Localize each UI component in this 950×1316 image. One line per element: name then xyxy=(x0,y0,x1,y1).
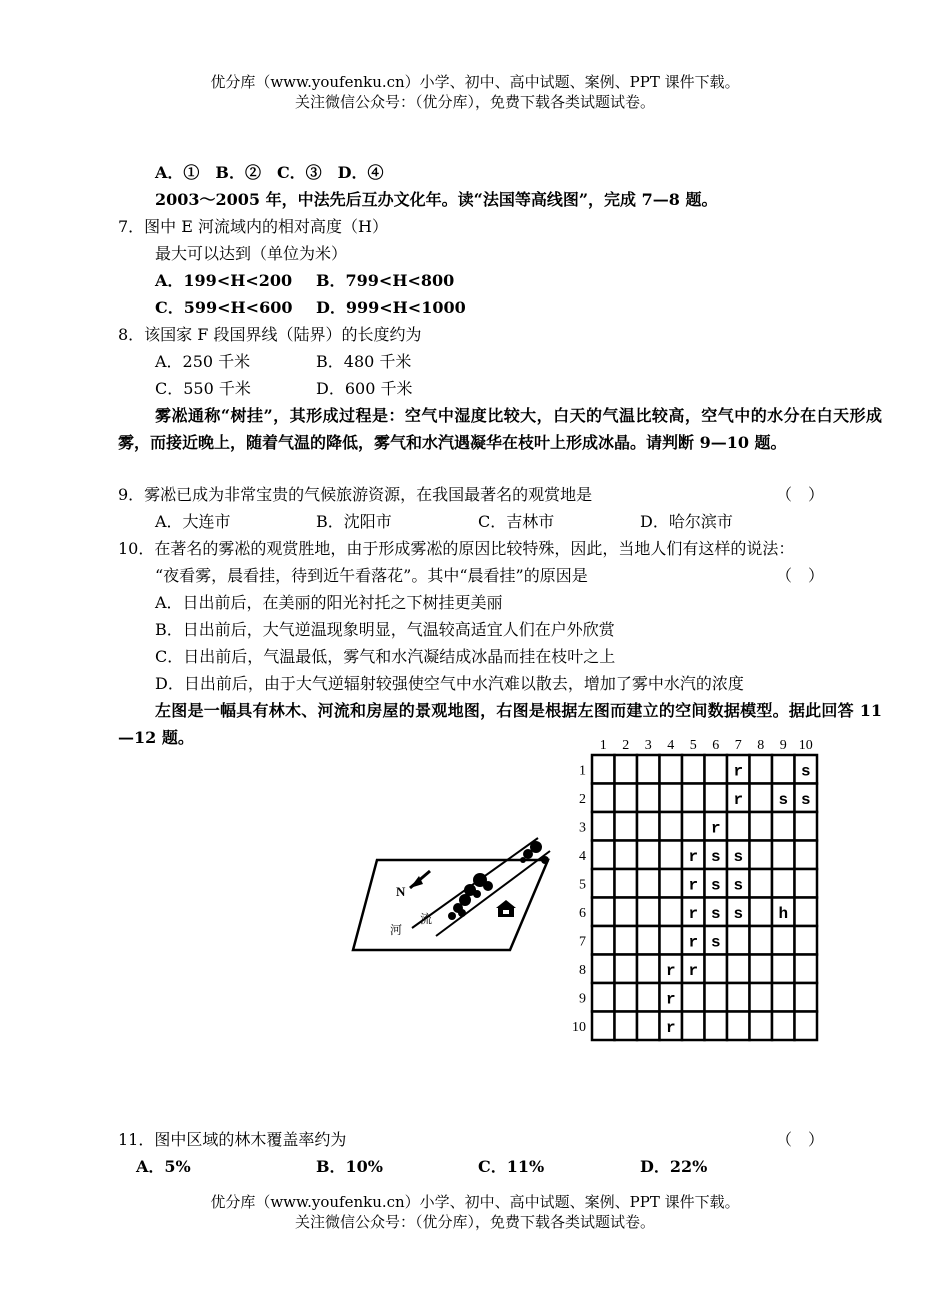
grid-cell xyxy=(637,841,660,870)
q11-option-d: D．22% xyxy=(640,1157,708,1176)
grid-row-label: 3 xyxy=(579,820,586,836)
grid-row-label: 9 xyxy=(579,991,586,1007)
grid-cell xyxy=(795,841,818,870)
page-header-line2: 关注微信公众号：（优分库），免费下载各类试题试卷。 xyxy=(294,93,655,111)
grid-cell xyxy=(750,841,773,870)
grid-cell xyxy=(615,955,638,984)
q11-option-c: C．11% xyxy=(478,1157,545,1176)
grid-row-label: 1 xyxy=(579,763,586,779)
grid-cell-value: s xyxy=(733,904,744,923)
grid-cell xyxy=(750,983,773,1012)
grid-cell xyxy=(660,784,683,813)
q10-option-c: C．日出前后，气温最低，雾气和水汽凝结成冰晶而挂在枝叶之上 xyxy=(155,647,616,666)
intro-7-8: 2003～2005 年，中法先后互办文化年。读“法国等高线图”，完成 7—8 题。 xyxy=(155,190,718,209)
grid-cell-value: r xyxy=(688,876,699,895)
q7-stem-2: 最大可以达到（单位为米） xyxy=(155,244,348,263)
grid-cell xyxy=(750,869,773,898)
grid-cell xyxy=(750,1012,773,1041)
grid-row-label: 4 xyxy=(579,848,586,864)
page-footer-line2: 关注微信公众号：（优分库），免费下载各类试题试卷。 xyxy=(294,1213,655,1231)
grid-cell-value: h xyxy=(778,904,789,923)
grid-cell xyxy=(660,898,683,927)
grid-cell xyxy=(592,955,615,984)
grid-cell xyxy=(592,983,615,1012)
grid-cell-value: s xyxy=(733,847,744,866)
grid-cell xyxy=(637,1012,660,1041)
grid-col-label: 10 xyxy=(798,738,813,753)
grid-cell xyxy=(772,841,795,870)
grid-cell xyxy=(660,841,683,870)
q10-stem-2: “夜看雾，晨看挂，待到近午看落花”。其中“晨看挂”的原因是 xyxy=(155,566,588,585)
grid-cell xyxy=(727,812,750,841)
landscape-map-figure xyxy=(340,748,570,1048)
grid-cell-value: s xyxy=(710,904,721,923)
grid-cell xyxy=(795,869,818,898)
grid-cell xyxy=(592,1012,615,1041)
grid-cell xyxy=(592,841,615,870)
q9-stem: 9．雾凇已成为非常宝贵的气候旅游资源，在我国最著名的观赏地是 xyxy=(118,485,593,504)
grid-cell xyxy=(682,1012,705,1041)
grid-cell-value: s xyxy=(733,876,744,895)
intro-9-10: 雾凇通称“树挂”，其形成过程是：空气中湿度比较大，白天的气温比较高，空气中的水分在白天形成雾，而接近晚上，随着气温的降低，雾气和水汽遇凝华在枝叶上形成冰晶。请判断 9—10 题。 xyxy=(118,406,882,452)
grid-cell xyxy=(727,926,750,955)
grid-cell-value: r xyxy=(733,790,744,809)
q10-option-d: D．日出前后，由于大气逆辐射较强使空气中水汽难以散去，增加了雾中水汽的浓度 xyxy=(155,674,744,693)
grid-cell-value: s xyxy=(710,876,721,895)
grid-col-label: 1 xyxy=(599,738,607,753)
grid-cell-value: r xyxy=(688,961,699,980)
grid-row-label: 2 xyxy=(579,791,586,807)
grid-cell xyxy=(682,755,705,784)
grid-cell xyxy=(795,983,818,1012)
grid-row-label: 7 xyxy=(579,934,586,950)
q9-option-c: C．吉林市 xyxy=(478,512,555,531)
grid-cell xyxy=(795,955,818,984)
grid-cell xyxy=(637,926,660,955)
grid-cell xyxy=(795,898,818,927)
north-label: N xyxy=(396,884,406,899)
grid-cell xyxy=(637,812,660,841)
grid-cell xyxy=(750,955,773,984)
grid-cell xyxy=(637,784,660,813)
grid-row-label: 8 xyxy=(579,962,586,978)
river-label-2: 流 xyxy=(420,912,433,926)
grid-cell xyxy=(795,926,818,955)
grid-cell xyxy=(727,955,750,984)
grid-cell xyxy=(727,1012,750,1041)
grid-cell xyxy=(750,898,773,927)
grid-cell xyxy=(705,983,728,1012)
q7-option-d: D．999<H<1000 xyxy=(316,298,466,317)
q8-option-d: D．600 千米 xyxy=(316,379,413,398)
grid-cell xyxy=(772,955,795,984)
grid-col-label: 7 xyxy=(734,738,742,753)
grid-cell xyxy=(615,841,638,870)
q8-stem: 8．该国家 F 段国界线（陆界）的长度约为 xyxy=(118,325,422,344)
q10-option-a: A．日出前后，在美丽的阳光衬托之下树挂更美丽 xyxy=(155,593,503,612)
spatial-data-grid xyxy=(562,733,824,1043)
grid-cell xyxy=(682,812,705,841)
grid-col-label: 5 xyxy=(689,738,697,753)
grid-cell xyxy=(795,1012,818,1041)
q9-answer-paren: （ ） xyxy=(776,485,825,504)
grid-cell xyxy=(592,869,615,898)
grid-cell xyxy=(682,983,705,1012)
grid-cell xyxy=(637,869,660,898)
grid-cell xyxy=(750,784,773,813)
page-header-line1: 优分库（www.youfenku.cn）小学、初中、高中试题、案例、PPT 课件下载。 xyxy=(210,73,740,91)
grid-cell xyxy=(772,812,795,841)
grid-cell xyxy=(660,869,683,898)
grid-cell xyxy=(772,926,795,955)
grid-cell xyxy=(660,755,683,784)
grid-col-label: 2 xyxy=(622,738,630,753)
grid-cell xyxy=(660,812,683,841)
grid-cell xyxy=(592,755,615,784)
grid-cell xyxy=(772,983,795,1012)
q10-stem: 10．在著名的雾凇的观赏胜地，由于形成雾凇的原因比较特殊，因此，当地人们有这样的说法： xyxy=(118,539,795,558)
q8-option-b: B．480 千米 xyxy=(316,352,412,371)
grid-cell xyxy=(592,926,615,955)
grid-row-label: 6 xyxy=(579,905,586,921)
grid-cell xyxy=(705,955,728,984)
grid-col-label: 4 xyxy=(667,738,675,753)
q11-option-a: A．5% xyxy=(136,1157,191,1176)
q9-option-b: B．沈阳市 xyxy=(316,512,392,531)
intro-11-12: 左图是一幅具有林木、河流和房屋的景观地图，右图是根据左图而建立的空间数据模型。据此回答 11—12 题。 xyxy=(118,701,882,747)
grid-cell-value: r xyxy=(665,961,676,980)
grid-cell xyxy=(750,926,773,955)
grid-row-label: 10 xyxy=(572,1019,586,1035)
grid-cell xyxy=(772,755,795,784)
grid-cell xyxy=(637,983,660,1012)
grid-cell-value: r xyxy=(710,819,721,838)
q7-stem: 7．图中 E 河流域内的相对高度（H） xyxy=(118,217,388,236)
grid-cell-value: s xyxy=(800,790,811,809)
q11-option-b: B．10% xyxy=(316,1157,383,1176)
grid-col-label: 9 xyxy=(779,738,787,753)
q10-answer-paren: （ ） xyxy=(776,566,825,585)
grid-col-label: 3 xyxy=(644,738,652,753)
grid-cell xyxy=(615,926,638,955)
river-label-1: 河 xyxy=(390,923,403,937)
grid-cell xyxy=(795,812,818,841)
grid-cell xyxy=(772,869,795,898)
grid-cell xyxy=(615,784,638,813)
grid-col-label: 8 xyxy=(757,738,765,753)
grid-cell xyxy=(592,812,615,841)
grid-cell-value: r xyxy=(688,904,699,923)
grid-cell xyxy=(637,955,660,984)
grid-cell xyxy=(592,898,615,927)
q9-option-d: D．哈尔滨市 xyxy=(640,512,733,531)
grid-col-label: 6 xyxy=(712,738,720,753)
grid-cell xyxy=(705,755,728,784)
grid-cell xyxy=(772,1012,795,1041)
q9-option-a: A．大连市 xyxy=(155,512,231,531)
grid-cell-value: s xyxy=(710,933,721,952)
grid-cell xyxy=(615,755,638,784)
grid-cell-value: r xyxy=(665,990,676,1009)
grid-cell xyxy=(750,755,773,784)
grid-cell-value: r xyxy=(665,1018,676,1037)
grid-cell xyxy=(592,784,615,813)
grid-cell-value: s xyxy=(710,847,721,866)
grid-cell xyxy=(660,926,683,955)
q6-options: A．① B．② C．③ D．④ xyxy=(155,163,384,182)
grid-cell xyxy=(705,784,728,813)
q8-option-c: C．550 千米 xyxy=(155,379,251,398)
q11-answer-paren: （ ） xyxy=(776,1130,825,1149)
grid-cell-value: r xyxy=(688,847,699,866)
grid-cell xyxy=(615,812,638,841)
grid-cell xyxy=(682,784,705,813)
q10-option-b: B．日出前后，大气逆温现象明显，气温较高适宜人们在户外欣赏 xyxy=(155,620,615,639)
q7-option-b: B．799<H<800 xyxy=(316,271,455,290)
q7-option-c: C．599<H<600 xyxy=(155,298,293,317)
grid-cell xyxy=(705,1012,728,1041)
grid-cell xyxy=(637,898,660,927)
q11-stem: 11．图中区域的林木覆盖率约为 xyxy=(118,1130,347,1149)
grid-cell-value: r xyxy=(688,933,699,952)
grid-cell xyxy=(727,983,750,1012)
grid-row-label: 5 xyxy=(579,877,586,893)
grid-cell xyxy=(750,812,773,841)
grid-cell-value: s xyxy=(800,762,811,781)
grid-cell-value: s xyxy=(778,790,789,809)
q7-option-a: A．199<H<200 xyxy=(155,271,293,290)
grid-cell xyxy=(615,869,638,898)
grid-cell xyxy=(615,898,638,927)
q8-option-a: A．250 千米 xyxy=(155,352,251,371)
grid-cell xyxy=(615,983,638,1012)
grid-cell xyxy=(637,755,660,784)
grid-cell xyxy=(615,1012,638,1041)
page-footer-line1: 优分库（www.youfenku.cn）小学、初中、高中试题、案例、PPT 课件下载。 xyxy=(210,1193,740,1211)
grid-cell-value: r xyxy=(733,762,744,781)
